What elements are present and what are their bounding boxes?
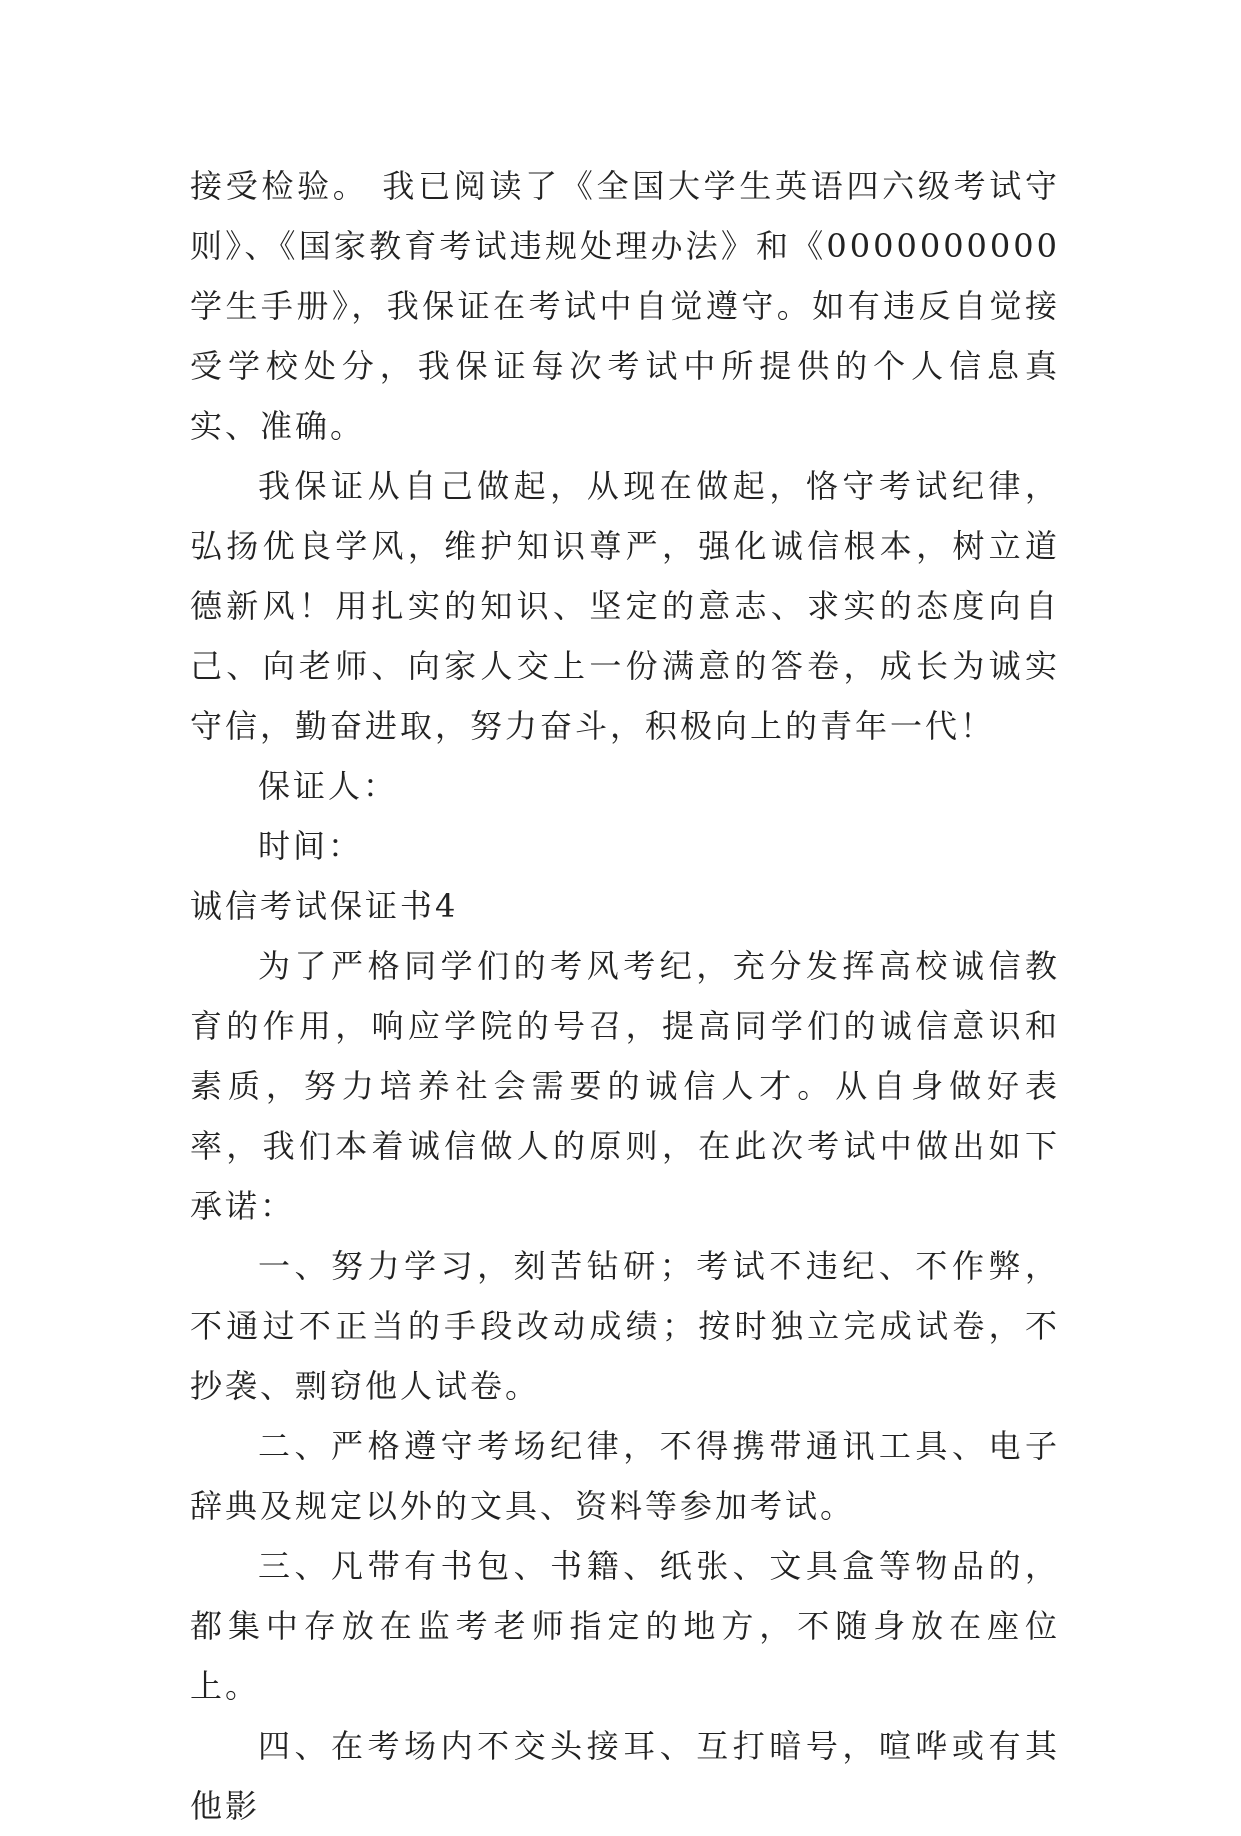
paragraph-intro: 为了严格同学们的考风考纪，充分发挥高校诚信教育的作用，响应学院的号召，提高同学们的诚信意识和素质，努力培养社会需要的诚信人才。从自身做好表率，我们本着诚信做人的原则，在此次考试中做出如下承诺： xyxy=(190,947,1060,1225)
date-line: 时间： xyxy=(258,827,364,865)
paragraph-pledge: 我保证从自己做起，从现在做起，恪守考试纪律，弘扬优良学风，维护知识尊严，强化诚信根本，树立道德新风！用扎实的知识、坚定的意志、求实的态度向自己、向老师、向家人交上一份满意的答卷，成长为诚实守信，勤奋进取，努力奋斗，积极向上的青年一代！ xyxy=(190,467,1060,745)
paragraph-item-4: 四、在考场内不交头接耳、互打暗号，喧哗或有其他影 xyxy=(190,1727,1060,1825)
document-body xyxy=(190,156,1060,1836)
paragraph-item-1: 一、努力学习，刻苦钻研；考试不违纪、不作弊，不通过不正当的手段改动成绩；按时独立完成试卷，不抄袭、剽窃他人试卷。 xyxy=(190,1247,1060,1405)
paragraph-item-3: 三、凡带有书包、书籍、纸张、文具盒等物品的，都集中存放在监考老师指定的地方，不随身放在座位上。 xyxy=(190,1547,1060,1705)
section-heading: 诚信考试保证书4 xyxy=(190,887,459,925)
paragraph-item-2: 二、严格遵守考场纪律，不得携带通讯工具、电子辞典及规定以外的文具、资料等参加考试。 xyxy=(190,1427,1060,1525)
signature-line: 保证人： xyxy=(258,767,399,805)
paragraph-continuation: 接受检验。 我已阅读了《全国大学生英语四六级考试守则》、《国家教育考试违规处理办法》和《0000000000学生手册》，我保证在考试中自觉遵守。如有违反自觉接受学校处分，我保证每次考试中所提供的个人信息真实、准确。 xyxy=(190,167,1060,445)
